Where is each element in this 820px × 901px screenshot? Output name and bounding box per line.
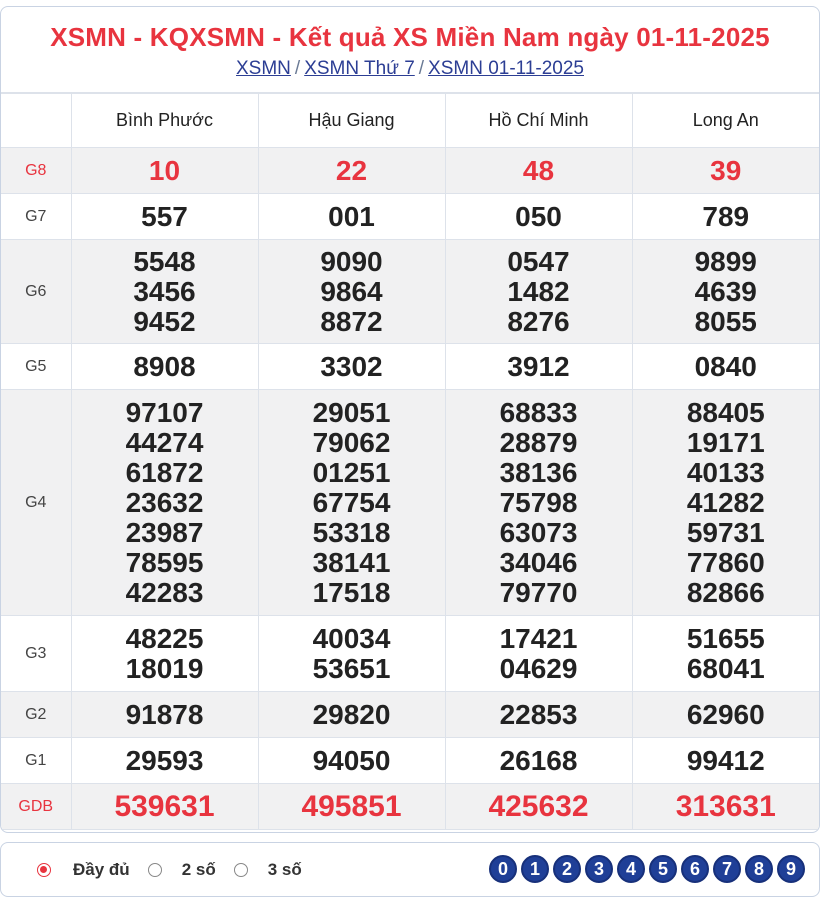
result-cell <box>632 240 819 344</box>
result-number: 23632 <box>125 486 204 518</box>
result-number: 63073 <box>499 516 578 548</box>
result-number: 99412 <box>686 744 765 776</box>
result-number: 91878 <box>125 698 204 730</box>
province-name: Hậu Giang <box>258 94 445 148</box>
result-number: 68833 <box>499 396 578 428</box>
result-number: 23987 <box>125 516 204 548</box>
digit-filter-group <box>485 855 805 883</box>
radio-full[interactable] <box>37 860 130 880</box>
result-number: 22 <box>335 154 368 186</box>
result-cell <box>445 738 632 784</box>
result-cell <box>71 616 258 692</box>
radio-dot-icon[interactable] <box>37 863 51 877</box>
breadcrumb-link-weekday[interactable]: XSMN Thứ 7 <box>304 58 415 79</box>
result-number: 29051 <box>312 396 391 428</box>
result-number: 53651 <box>312 652 391 684</box>
radio-label: 2 số <box>181 859 216 879</box>
prize-row <box>1 738 819 784</box>
digit-filter-button[interactable]: 4 <box>617 855 645 883</box>
digit-filter-button[interactable]: 5 <box>649 855 677 883</box>
result-number: 9899 <box>694 245 757 277</box>
prize-label: G7 <box>1 194 71 240</box>
result-number: 40133 <box>686 456 765 488</box>
result-cell <box>445 784 632 830</box>
result-number: 75798 <box>499 486 578 518</box>
result-number: 68041 <box>686 652 765 684</box>
result-cell <box>632 148 819 194</box>
result-cell <box>445 390 632 616</box>
province-name: Bình Phước <box>71 94 258 148</box>
result-cell <box>632 194 819 240</box>
result-number: 78595 <box>125 546 204 578</box>
result-number: 495851 <box>301 789 402 823</box>
prize-row <box>1 148 819 194</box>
result-number: 17421 <box>499 622 578 654</box>
result-cell <box>71 148 258 194</box>
result-number: 789 <box>702 200 750 232</box>
digit-filter-button[interactable]: 3 <box>585 855 613 883</box>
result-number: 313631 <box>675 789 776 823</box>
result-number: 38136 <box>499 456 578 488</box>
result-cell <box>445 194 632 240</box>
result-cell <box>632 784 819 830</box>
prize-row <box>1 692 819 738</box>
result-number: 9864 <box>320 275 383 307</box>
result-number: 425632 <box>488 789 589 823</box>
result-number: 38141 <box>312 546 391 578</box>
result-number: 97107 <box>125 396 204 428</box>
result-number: 79062 <box>312 426 391 458</box>
result-number: 61872 <box>125 456 204 488</box>
prize-row <box>1 616 819 692</box>
result-number: 28879 <box>499 426 578 458</box>
result-number: 8908 <box>133 350 196 382</box>
result-number: 62960 <box>686 698 765 730</box>
result-number: 79770 <box>499 576 578 608</box>
prize-label: G8 <box>1 148 71 194</box>
result-number: 94050 <box>312 744 391 776</box>
digit-filter-button[interactable]: 1 <box>521 855 549 883</box>
result-number: 82866 <box>686 576 765 608</box>
breadcrumb <box>1 57 819 81</box>
result-cell <box>258 148 445 194</box>
result-number: 3456 <box>133 275 196 307</box>
digit-filter-button[interactable]: 2 <box>553 855 581 883</box>
result-number: 51655 <box>686 622 765 654</box>
display-filter-bar <box>0 842 820 897</box>
result-number: 44274 <box>125 426 204 458</box>
digit-filter-button[interactable]: 0 <box>489 855 517 883</box>
result-number: 0547 <box>507 245 570 277</box>
result-number: 42283 <box>125 576 204 608</box>
result-cell <box>71 738 258 784</box>
result-cell <box>632 616 819 692</box>
result-number: 10 <box>148 154 181 186</box>
result-cell <box>71 784 258 830</box>
digit-filter-button[interactable]: 9 <box>777 855 805 883</box>
province-header-row <box>1 94 819 148</box>
result-cell <box>258 738 445 784</box>
result-number: 01251 <box>312 456 391 488</box>
prize-row <box>1 344 819 390</box>
prize-label: G4 <box>1 390 71 616</box>
result-number: 001 <box>328 200 375 232</box>
result-cell <box>445 344 632 390</box>
radio-label: Đầy đủ <box>73 859 130 879</box>
result-number: 40034 <box>312 622 391 654</box>
prize-row <box>1 194 819 240</box>
result-number: 9452 <box>133 305 196 337</box>
breadcrumb-link-xsmn[interactable]: XSMN <box>236 58 291 79</box>
prize-label: G1 <box>1 738 71 784</box>
result-number: 77860 <box>686 546 765 578</box>
result-cell <box>258 616 445 692</box>
result-number: 17518 <box>312 576 391 608</box>
result-number: 53318 <box>312 516 391 548</box>
result-cell <box>71 194 258 240</box>
result-number: 22853 <box>499 698 578 730</box>
result-cell <box>71 390 258 616</box>
result-cell <box>258 692 445 738</box>
result-number: 18019 <box>125 652 204 684</box>
result-cell <box>258 784 445 830</box>
result-number: 04629 <box>499 652 578 684</box>
result-cell <box>71 240 258 344</box>
result-number: 539631 <box>114 789 215 823</box>
prize-label: G2 <box>1 692 71 738</box>
result-number: 3912 <box>507 350 570 382</box>
prize-label: G5 <box>1 344 71 390</box>
radio-label: 3 số <box>267 859 302 879</box>
result-number: 48 <box>522 154 555 186</box>
page-title: XSMN - KQXSMN - Kết quả XS Miền Nam ngày 01-11-2025 <box>50 22 770 52</box>
result-number: 41282 <box>686 486 765 518</box>
prize-label: G3 <box>1 616 71 692</box>
breadcrumb-link-date[interactable]: XSMN 01-11-2025 <box>428 58 584 79</box>
result-number: 9090 <box>320 245 383 277</box>
result-cell <box>445 616 632 692</box>
result-cell <box>632 692 819 738</box>
radio-2-digits[interactable] <box>148 860 216 880</box>
result-number: 29593 <box>125 744 204 776</box>
digit-filter-button[interactable]: 7 <box>713 855 741 883</box>
result-number: 050 <box>515 200 562 232</box>
prize-label: G6 <box>1 240 71 344</box>
prize-label: GDB <box>1 784 71 830</box>
result-number: 8276 <box>507 305 570 337</box>
result-cell <box>258 344 445 390</box>
result-number: 4639 <box>694 275 757 307</box>
result-number: 67754 <box>312 486 391 518</box>
result-cell <box>258 240 445 344</box>
result-cell <box>445 240 632 344</box>
result-cell <box>632 738 819 784</box>
result-number: 557 <box>141 200 188 232</box>
breadcrumb-separator: / <box>418 58 425 79</box>
result-number: 1482 <box>507 275 570 307</box>
prize-row <box>1 240 819 344</box>
radio-3-digits[interactable] <box>234 860 302 880</box>
results-table <box>1 93 819 830</box>
breadcrumb-separator: / <box>294 58 301 79</box>
result-number: 0840 <box>694 350 757 382</box>
result-number: 88405 <box>686 396 765 428</box>
result-number: 29820 <box>312 698 391 730</box>
result-cell <box>445 148 632 194</box>
result-cell <box>632 344 819 390</box>
result-number: 48225 <box>125 622 204 654</box>
result-cell <box>71 692 258 738</box>
result-number: 19171 <box>686 426 765 458</box>
result-number: 26168 <box>499 744 578 776</box>
province-name: Long An <box>632 94 819 148</box>
results-header <box>1 7 819 93</box>
prize-row <box>1 784 819 830</box>
radio-dot-icon[interactable] <box>234 863 248 877</box>
result-cell <box>258 194 445 240</box>
result-number: 8055 <box>694 305 757 337</box>
prize-row <box>1 390 819 616</box>
result-cell <box>445 692 632 738</box>
province-name: Hồ Chí Minh <box>445 94 632 148</box>
radio-dot-icon[interactable] <box>148 863 162 877</box>
result-cell <box>71 344 258 390</box>
digit-filter-button[interactable]: 6 <box>681 855 709 883</box>
result-number: 5548 <box>133 245 196 277</box>
result-cell <box>258 390 445 616</box>
result-cell <box>632 390 819 616</box>
results-card <box>0 6 820 833</box>
result-number: 39 <box>710 154 742 186</box>
result-number: 34046 <box>499 546 578 578</box>
result-number: 3302 <box>320 350 383 382</box>
result-number: 59731 <box>686 516 765 548</box>
result-number: 8872 <box>320 305 383 337</box>
digit-filter-button[interactable]: 8 <box>745 855 773 883</box>
prize-column-header <box>1 94 71 148</box>
